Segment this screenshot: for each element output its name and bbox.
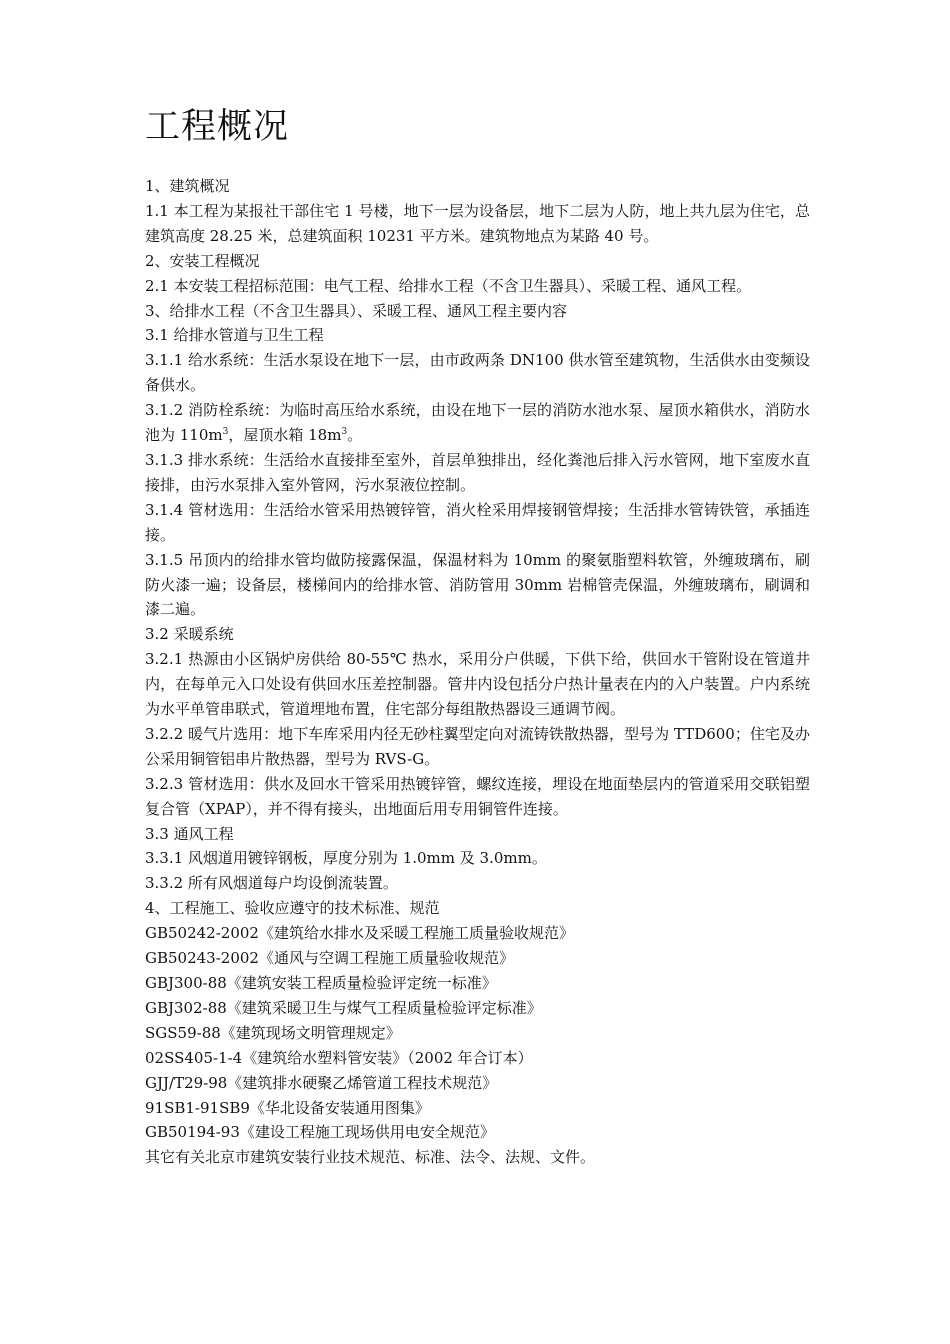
- paragraph: 2.1 本安装工程招标范围：电气工程、给排水工程（不含卫生器具）、采暖工程、通风工程。: [145, 276, 752, 295]
- paragraph: 3.3.1 风烟道用镀锌钢板，厚度分别为 1.0mm 及 3.0mm。: [145, 849, 547, 868]
- page-title: 工程概况: [145, 107, 290, 147]
- paragraph: 3.1.3 排水系统：生活给水直接排至室外，首层单独排出，经化粪池后排入污水管网，地下室废水直接排，由污水泵排入室外管网，污水泵液位控制。: [145, 450, 810, 494]
- exponent: 3: [222, 427, 229, 438]
- standard-item: GBJ300-88《建筑安装工程质量检验评定统一标准》: [145, 974, 497, 992]
- exponent: 3: [341, 427, 348, 438]
- section-heading: 4、工程施工、验收应遵守的技术标准、规范: [145, 899, 440, 918]
- standard-item: GB50242-2002《建筑给水排水及采暖工程施工质量验收规范》: [145, 924, 574, 943]
- paragraph: 3.1.1 给水系统：生活水泵设在地下一层，由市政两条 DN100 供水管至建筑物，生活供水由变频设备供水。: [145, 351, 810, 395]
- standard-item: GB50194-93《建设工程施工现场供用电安全规范》: [145, 1123, 495, 1142]
- standard-item: GBJ302-88《建筑采暖卫生与煤气工程质量检验评定标准》: [145, 998, 542, 1017]
- section-heading: 3、给排水工程（不含卫生器具）、采暖工程、通风工程主要内容: [145, 301, 568, 320]
- paragraph: 1.1 本工程为某报社干部住宅 1 号楼，地下一层为设备层，地下二层为人防，地上共九层为住宅，总建筑高度 28.25 米，总建筑面积 10231 平方米。建筑物地点为某路 40 号。: [145, 201, 810, 245]
- subsection-heading: 3.3 通风工程: [145, 824, 234, 843]
- paragraph-fire-system: [145, 398, 810, 448]
- paragraph: 3.3.2 所有风烟道每户均设倒流装置。: [145, 874, 398, 893]
- paragraph: 3.1.5 吊顶内的给排水管均做防接露保温，保温材料为 10mm 的聚氨脂塑料软管，外缠玻璃布，刷防火漆一遍；设备层，楼梯间内的给排水管、消防管用 30mm 岩棉管壳保温，外缠玻璃布，刷调和漆二遍。: [145, 550, 810, 619]
- standard-item: GB50243-2002《通风与空调工程施工质量验收规范》: [145, 949, 514, 968]
- subsection-heading: 3.1 给排水管道与卫生工程: [145, 326, 324, 345]
- paragraph: 3.2.2 暖气片选用：地下车库采用内径无砂柱翼型定向对流铸铁散热器，型号为 TTD600；住宅及办公采用铜管铝串片散热器，型号为 RVS-G。: [145, 724, 810, 768]
- paragraph: 3.2.1 热源由小区锅炉房供给 80-55℃ 热水，采用分户供暖，下供下给，供回水干管附设在管道井内，在每单元入口处设有供回水压差控制器。管井内设包括分户热计量表在内的入户装置。户内系统为水平单管串联式，管道埋地布置，住宅部分每组散热器设三通调节阀。: [145, 650, 810, 719]
- standard-item: GJJ/T29-98《建筑排水硬聚乙烯管道工程技术规范》: [145, 1073, 498, 1092]
- standard-item: 91SB1-91SB9《华北设备安装通用图集》: [145, 1098, 430, 1117]
- document-body: [145, 174, 810, 1170]
- fire-text-c: 。: [347, 426, 363, 445]
- standard-item: 02SS405-1-4《建筑给水塑料管安装》（2002 年合订本）: [145, 1048, 533, 1067]
- section-heading: 2、安装工程概况: [145, 251, 260, 270]
- subsection-heading: 3.2 采暖系统: [145, 625, 234, 644]
- paragraph: 其它有关北京市建筑安装行业技术规范、标准、法令、法规、文件。: [145, 1148, 596, 1167]
- fire-text-a: 3.1.2 消防栓系统：为临时高压给水系统，由设在地下一层的消防水池水泵、屋顶水箱供水，消防水池为 110m: [145, 401, 810, 445]
- paragraph: 3.1.4 管材选用：生活给水管采用热镀锌管，消火栓采用焊接钢管焊接；生活排水管铸铁管，承插连接。: [145, 500, 810, 544]
- section-heading: 1、建筑概况: [145, 177, 230, 195]
- fire-text-b: ，屋顶水箱 18m: [228, 426, 342, 445]
- paragraph: 3.2.3 管材选用：供水及回水干管采用热镀锌管，螺纹连接，埋设在地面垫层内的管道采用交联铝塑复合管（XPAP），并不得有接头，出地面后用专用铜管件连接。: [145, 774, 810, 818]
- standard-item: SGS59-88《建筑现场文明管理规定》: [145, 1023, 401, 1042]
